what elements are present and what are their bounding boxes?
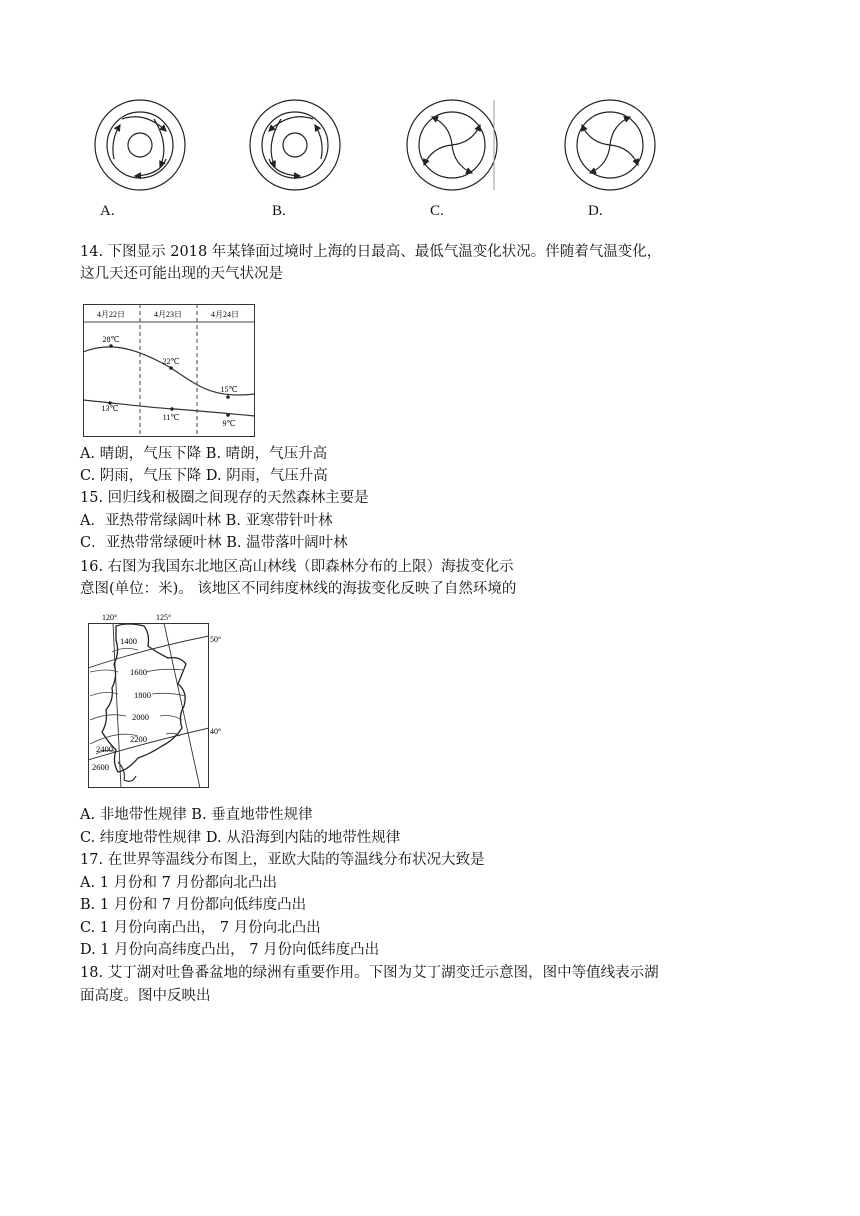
q15-options-line2: C．亚热带常绿硬叶林 B. 温带落叶阔叶林 bbox=[80, 535, 348, 551]
q14-stem-line1: 14. 下图显示 2018 年某锋面过境时上海的日最高、最低气温变化状况。伴随着气温变化， bbox=[80, 244, 662, 260]
q13-option-c: C. bbox=[430, 203, 444, 219]
contour-2200: 2200 bbox=[130, 734, 147, 744]
chart-date-1: 4月22日 bbox=[97, 310, 125, 319]
q16-stem-line1: 16. 右图为我国东北地区高山林线（即森林分布的上限）海拔变化示 bbox=[80, 559, 514, 575]
q17-option-b: B. 1 月份和 7 月份都向低纬度凸出 bbox=[80, 897, 307, 913]
q16-treeline-map bbox=[88, 612, 233, 790]
q17-option-c: C. 1 月份向南凸出， 7 月份向北凸出 bbox=[80, 920, 321, 936]
low-label-3: 9℃ bbox=[222, 419, 236, 428]
high-label-1: 28℃ bbox=[102, 335, 120, 344]
contour-1600: 1600 bbox=[130, 667, 147, 677]
lon-label-120: 120° bbox=[102, 613, 118, 622]
q16-options-line1: A. 非地带性规律 B. 垂直地带性规律 bbox=[80, 807, 313, 823]
q17-stem: 17. 在世界等温线分布图上，亚欧大陆的等温线分布状况大致是 bbox=[80, 852, 485, 868]
q13-option-b: B. bbox=[272, 203, 286, 219]
low-label-1: 13℃ bbox=[101, 404, 119, 413]
q18-stem-line1: 18. 艾丁湖对吐鲁番盆地的绿洲有重要作用。下图为艾丁湖变迁示意图，图中等值线表示湖 bbox=[80, 965, 659, 981]
diagram-c bbox=[407, 100, 497, 190]
contour-2600: 2600 bbox=[92, 762, 109, 772]
diagram-a bbox=[95, 100, 185, 190]
q15-stem: 15. 回归线和极圈之间现存的天然森林主要是 bbox=[80, 490, 369, 506]
q14-options-line1: A. 晴朗，气压下降 B. 晴朗，气压升高 bbox=[80, 446, 328, 462]
q17-option-d: D. 1 月份向高纬度凸出， 7 月份向低纬度凸出 bbox=[80, 942, 380, 958]
low-label-2: 11℃ bbox=[162, 413, 180, 422]
chart-date-3: 4月24日 bbox=[211, 310, 239, 319]
q14-options-line2: C. 阴雨，气压下降 D. 阴雨，气压升高 bbox=[80, 468, 328, 484]
q13-diagrams bbox=[90, 95, 690, 195]
chart-date-2: 4月23日 bbox=[154, 310, 182, 319]
q14-temperature-chart bbox=[83, 304, 255, 438]
contour-2000: 2000 bbox=[132, 712, 149, 722]
high-label-2: 22℃ bbox=[162, 357, 180, 366]
lon-label-125: 125° bbox=[156, 613, 172, 622]
q13-option-d: D. bbox=[588, 203, 603, 219]
high-label-3: 15℃ bbox=[220, 385, 238, 394]
q16-options-line2: C. 纬度地带性规律 D. 从沿海到内陆的地带性规律 bbox=[80, 830, 401, 846]
q14-stem-line2: 这几天还可能出现的天气状况是 bbox=[80, 266, 283, 282]
q18-stem-line2: 面高度。图中反映出 bbox=[80, 988, 211, 1004]
contour-2400: 2400 bbox=[96, 744, 113, 754]
q13-option-a: A. bbox=[100, 203, 115, 219]
diagram-d bbox=[565, 100, 655, 190]
q15-options-line1: A．亚热带常绿阔叶林 B. 亚寒带针叶林 bbox=[80, 513, 333, 529]
contour-1800: 1800 bbox=[134, 690, 151, 700]
q16-stem-line2: 意图(单位：米)。 该地区不同纬度林线的海拔变化反映了自然环境的 bbox=[80, 581, 517, 597]
contour-1400: 1400 bbox=[120, 636, 137, 646]
q17-option-a: A. 1 月份和 7 月份都向北凸出 bbox=[80, 875, 277, 891]
diagram-b bbox=[250, 100, 340, 190]
lat-label-50: 50° bbox=[210, 635, 222, 644]
lat-label-40: 40° bbox=[210, 727, 222, 736]
